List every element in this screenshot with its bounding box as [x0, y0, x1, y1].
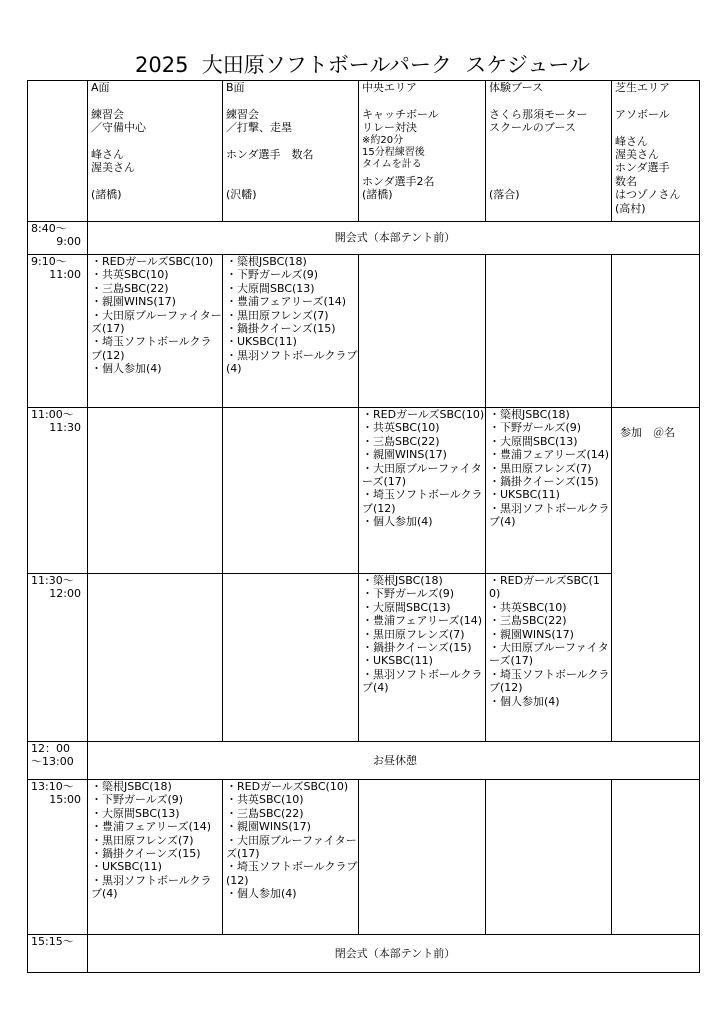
- team-item: ・埼玉ソフトボールクラブ(12): [489, 667, 610, 695]
- empty-cell: [88, 574, 223, 742]
- empty-cell: [88, 408, 223, 574]
- team-item: ・黒羽ソフトボールクラブ(4): [91, 873, 212, 901]
- header-text: 練習会: [226, 107, 259, 121]
- time-end: 11:30: [49, 421, 81, 435]
- empty-cell: [612, 255, 700, 408]
- team-item: ・親園WINS(17): [362, 448, 447, 462]
- team-item: ・三島SBC(22): [226, 806, 304, 820]
- time-cell: [28, 742, 88, 780]
- team-list: [88, 780, 223, 935]
- team-item: ・黒羽ソフトボールクラブ(4): [226, 348, 358, 376]
- area-name: 芝生エリア: [615, 81, 670, 94]
- time-end: ～13:00: [31, 755, 74, 769]
- team-item: ・親園WINS(17): [226, 820, 311, 834]
- header-court-a: [88, 81, 223, 222]
- team-item: ・豊浦フェアリーズ(14): [489, 448, 610, 462]
- row-0910: [28, 255, 700, 408]
- empty-cell: [223, 408, 359, 574]
- header-text: キャッチボール: [362, 107, 439, 121]
- row-closing: [28, 935, 700, 973]
- team-item: ・共英SBC(10): [489, 600, 567, 614]
- time-end: 9:00: [56, 235, 81, 249]
- header-note: ※約20分: [362, 134, 404, 146]
- header-text: 峰さん: [615, 134, 648, 148]
- header-lawn-area: [612, 81, 700, 222]
- header-text: ／打撃、走塁: [226, 121, 292, 135]
- team-item: ・UKSBC(11): [362, 654, 433, 668]
- team-item: ・共英SBC(10): [91, 268, 169, 282]
- header-text: ホンダ選手 数名: [226, 148, 314, 161]
- header-central-area: [359, 81, 486, 222]
- team-item: ・大田原ブルーファイターズ(17): [489, 641, 609, 668]
- header-text: 数名: [615, 174, 637, 188]
- time-start: 15:15～: [31, 935, 74, 948]
- time-start: 8:40～: [31, 222, 67, 235]
- staff-name: (沢幡): [226, 188, 257, 202]
- team-item: ・下野ガールズ(9): [362, 587, 455, 601]
- team-item: ・REDガールズSBC(10): [489, 574, 600, 601]
- team-item: ・埼玉ソフトボールクラブ(12): [91, 335, 212, 362]
- team-item: ・個人参加(4): [489, 694, 560, 708]
- team-item: ・下野ガールズ(9): [91, 793, 184, 807]
- team-item: ・鍋掛クイーンズ(15): [91, 847, 201, 861]
- team-item: ・黒田原フレンズ(7): [489, 461, 592, 475]
- team-item: ・個人参加(4): [91, 362, 162, 376]
- row-lunch: [28, 742, 700, 780]
- header-text: ／守備中心: [91, 121, 146, 135]
- team-item: ・三島SBC(22): [362, 434, 440, 448]
- team-item: ・UKSBC(11): [91, 860, 162, 874]
- time-start: 13:10～: [31, 780, 74, 793]
- team-list: [88, 255, 223, 408]
- team-item: ・大田原ブルーファイターズ(17): [91, 308, 222, 336]
- time-cell: [28, 780, 88, 935]
- team-item: ・三島SBC(22): [91, 281, 169, 295]
- area-name: B面: [226, 81, 245, 94]
- header-text: アソボール: [615, 107, 670, 121]
- team-item: ・下野ガールズ(9): [226, 268, 319, 282]
- schedule-table: [27, 80, 700, 973]
- staff-name: (諸橋): [362, 188, 393, 202]
- header-experience-booth: [486, 81, 612, 222]
- team-item: ・簗根JSBC(18): [489, 408, 570, 421]
- team-list: [486, 408, 612, 574]
- team-item: ・黒田原フレンズ(7): [226, 308, 329, 322]
- area-name: 中央エリア: [362, 81, 417, 94]
- staff-name: (落合): [489, 188, 520, 202]
- header-text: 峰さん: [91, 148, 124, 161]
- team-item: ・親園WINS(17): [489, 627, 574, 641]
- closing-ceremony: 閉会式（本部テント前）: [88, 935, 700, 973]
- team-item: ・大原間SBC(13): [91, 806, 180, 820]
- team-item: ・鍋掛クイーンズ(15): [489, 475, 599, 489]
- team-item: ・共英SBC(10): [362, 421, 440, 435]
- empty-cell: [223, 574, 359, 742]
- header-court-b: [223, 81, 359, 222]
- time-start: 11:00～: [31, 408, 74, 421]
- team-item: ・簗根JSBC(18): [226, 255, 307, 268]
- team-item: ・黒田原フレンズ(7): [91, 833, 194, 847]
- team-item: ・REDガールズSBC(10): [362, 408, 485, 421]
- team-item: ・大田原ブルーファイターズ(17): [362, 461, 482, 489]
- team-item: ・UKSBC(11): [226, 335, 297, 349]
- row-1310: [28, 780, 700, 935]
- area-name: 体験ブース: [489, 81, 544, 94]
- team-list: [359, 408, 486, 574]
- empty-cell: [486, 780, 612, 935]
- header-row: [28, 81, 700, 222]
- team-item: ・共英SBC(10): [226, 793, 304, 807]
- time-cell: [28, 255, 88, 408]
- team-item: ・下野ガールズ(9): [489, 421, 582, 435]
- team-list: [223, 780, 359, 935]
- header-text: はつゾノさん: [615, 188, 681, 202]
- time-start: 11:30～: [31, 574, 74, 587]
- team-item: ・大原間SBC(13): [362, 600, 451, 614]
- team-item: ・大原間SBC(13): [489, 434, 578, 448]
- team-item: ・簗根JSBC(18): [362, 574, 443, 587]
- header-text: ホンダ選手2名: [362, 174, 435, 188]
- empty-cell: [486, 255, 612, 408]
- header-note: 15分程練習後: [362, 146, 425, 158]
- team-item: ・鍋掛クイーンズ(15): [226, 322, 336, 336]
- team-item: ・三島SBC(22): [489, 614, 567, 628]
- team-item: ・REDガールズSBC(10): [91, 255, 214, 268]
- team-item: ・埼玉ソフトボールクラブ(12): [362, 488, 483, 515]
- corner-cell: [28, 81, 88, 222]
- time-end: 12:00: [49, 587, 81, 601]
- empty-cell: [612, 780, 700, 935]
- row-1130: [28, 574, 700, 742]
- team-item: ・豊浦フェアリーズ(14): [226, 295, 347, 309]
- page-title: 2025 大田原ソフトボールパーク スケジュール: [135, 53, 590, 77]
- staff-name: (高村): [615, 201, 646, 215]
- header-note: タイムを計る: [362, 158, 422, 170]
- time-cell: [28, 408, 88, 574]
- team-item: ・黒羽ソフトボールクラブ(4): [489, 501, 610, 529]
- team-list: [486, 574, 612, 742]
- empty-cell: [359, 255, 486, 408]
- team-item: ・豊浦フェアリーズ(14): [362, 614, 483, 628]
- team-item: ・大原間SBC(13): [226, 281, 315, 295]
- time-cell: [28, 222, 88, 255]
- team-item: ・黒羽ソフトボールクラブ(4): [362, 667, 483, 695]
- team-item: ・黒田原フレンズ(7): [362, 627, 465, 641]
- opening-ceremony: 開会式（本部テント前）: [88, 222, 700, 255]
- participation-cell: 参加 ＠名: [612, 408, 700, 742]
- header-text: ホンダ選手: [615, 161, 670, 175]
- team-item: ・親園WINS(17): [91, 295, 176, 309]
- time-start: 9:10～: [31, 255, 67, 268]
- header-text: 渥美さん: [615, 148, 659, 161]
- team-item: ・豊浦フェアリーズ(14): [91, 820, 212, 834]
- team-item: ・鍋掛クイーンズ(15): [362, 641, 472, 655]
- time-cell: [28, 935, 88, 973]
- team-list: [359, 574, 486, 742]
- team-item: ・UKSBC(11): [489, 488, 560, 502]
- team-item: ・個人参加(4): [226, 887, 297, 901]
- row-opening: [28, 222, 700, 255]
- row-1100: [28, 408, 700, 574]
- header-text: さくら那須モーター: [489, 107, 588, 121]
- header-text: 練習会: [91, 107, 124, 121]
- header-text: スクールのブース: [489, 121, 576, 135]
- time-cell: [28, 574, 88, 742]
- time-end: 11:00: [49, 268, 81, 282]
- header-text: リレー対決: [362, 121, 417, 135]
- team-item: ・個人参加(4): [362, 515, 433, 529]
- header-text: 渥美さん: [91, 161, 135, 175]
- team-item: ・簗根JSBC(18): [91, 780, 172, 793]
- team-item: ・埼玉ソフトボールクラブ(12): [226, 860, 358, 887]
- team-item: ・REDガールズSBC(10): [226, 780, 349, 793]
- empty-cell: [359, 780, 486, 935]
- lunch-break: お昼休憩: [88, 742, 700, 780]
- team-list: [223, 255, 359, 408]
- staff-name: (諸橋): [91, 188, 122, 202]
- time-start: 12：00: [31, 742, 70, 755]
- team-item: ・大田原ブルーファイターズ(17): [226, 833, 357, 861]
- area-name: A面: [91, 81, 110, 94]
- time-end: 15:00: [49, 793, 81, 807]
